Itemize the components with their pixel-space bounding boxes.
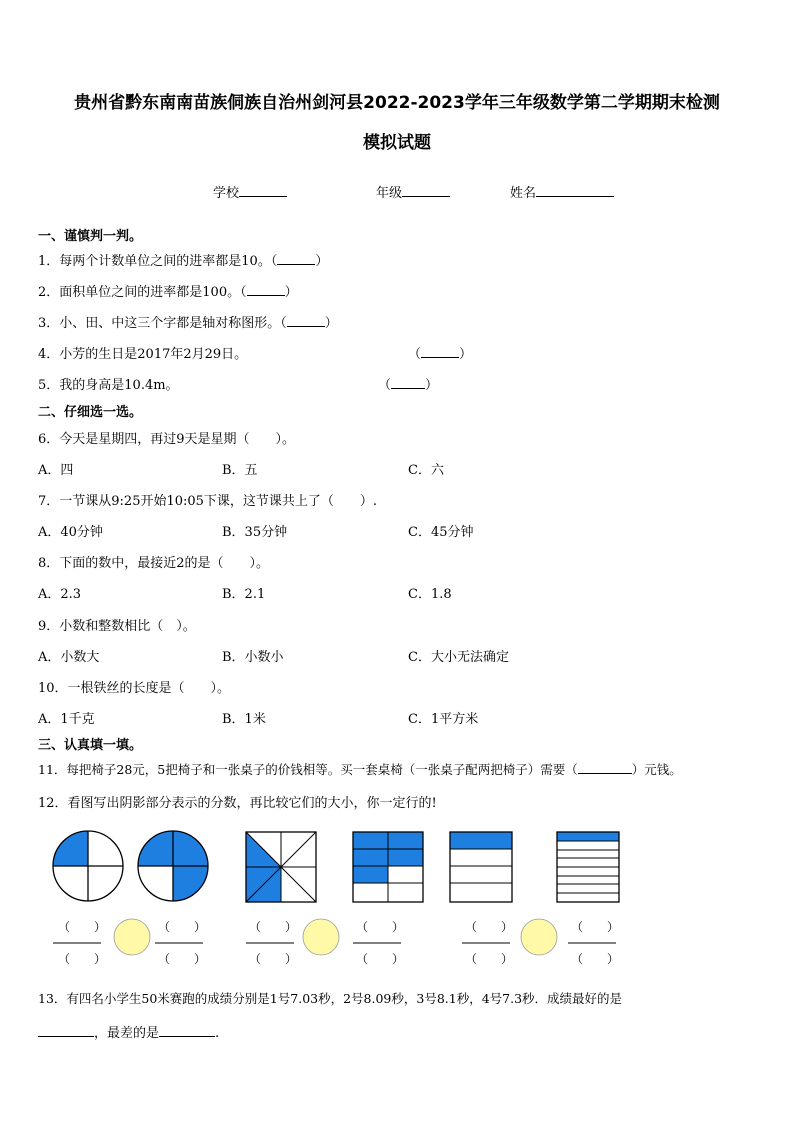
answer-paren-5 <box>378 374 438 393</box>
answer-blank-4[interactable] <box>421 345 459 358</box>
question-2-text: 2．面积单位之间的进率都是100。（ <box>38 285 247 300</box>
option-q9-b[interactable]: B．小数小 <box>222 650 284 665</box>
question-6: 6．今天是星期四，再过9天是星期（ ）。 <box>38 432 296 447</box>
answer-blank-5[interactable] <box>391 376 425 389</box>
paren-close: ） <box>315 254 329 269</box>
numerator-blank-2[interactable]: （ ） <box>158 920 207 934</box>
option-q10-c[interactable]: C．1平方米 <box>408 712 479 727</box>
question-5 <box>38 374 179 393</box>
option-q9-a[interactable]: A．小数大 <box>38 650 100 665</box>
answer-blank-1[interactable] <box>277 252 315 265</box>
question-10: 10．一根铁丝的长度是（ ）。 <box>38 681 231 696</box>
question-3-text: 3．小、田、中这三个字都是轴对称图形。（ <box>38 316 287 331</box>
grade-label: 年级 <box>376 186 403 201</box>
numerator-blank-1[interactable]: （ ） <box>58 920 107 934</box>
option-q9-c[interactable]: C．大小无法确定 <box>408 650 509 665</box>
option-q8-b[interactable]: B．2.1 <box>222 587 266 602</box>
option-q6-a[interactable]: A．四 <box>38 463 74 478</box>
question-2 <box>38 281 298 300</box>
question-12: 12．看图写出阴影部分表示的分数，再比较它们的大小，你一定行的! <box>38 796 437 811</box>
numerator-blank-3[interactable]: （ ） <box>249 920 298 934</box>
grade-field[interactable] <box>376 182 450 201</box>
paren-close: ） <box>425 378 439 393</box>
square-figure-diagonal <box>246 832 316 902</box>
option-q6-c[interactable]: C．六 <box>408 463 444 478</box>
option-q7-a[interactable]: A．40分钟 <box>38 525 103 540</box>
section-3-heading: 三、认真填一填。 <box>38 738 143 753</box>
numerator-blank-5[interactable]: （ ） <box>465 920 514 934</box>
question-13-line1: 13．有四名小学生50米赛跑的成绩分别是1号7.03秒，2号8.09秒，3号8.1秒，4号7.3秒．成绩最好的是 <box>38 991 623 1006</box>
school-blank[interactable] <box>239 184 287 197</box>
option-q10-a[interactable]: A．1千克 <box>38 712 95 727</box>
compare-circle-1[interactable] <box>114 919 150 955</box>
paren-close: ） <box>459 347 473 362</box>
page-title-line2: 模拟试题 <box>363 133 431 153</box>
denominator-blank-6[interactable]: （ ） <box>571 952 620 966</box>
compare-circle-3[interactable] <box>521 919 557 955</box>
option-q8-c[interactable]: C．1.8 <box>408 587 452 602</box>
denominator-blank-1[interactable]: （ ） <box>58 952 107 966</box>
grade-blank[interactable] <box>402 184 450 197</box>
question-5-text: 5．我的身高是10.4m。 <box>38 378 179 393</box>
denominator-blank-2[interactable]: （ ） <box>158 952 207 966</box>
question-11-text: 11．每把椅子28元，5把椅子和一张桌子的价钱相等。买一套桌椅（一张桌子配两把椅子）需要（ <box>38 762 578 777</box>
answer-blank-11[interactable] <box>578 761 632 774</box>
question-1-text: 1．每两个计数单位之间的进率都是10。（ <box>38 254 278 269</box>
paren-open: （ <box>408 347 422 362</box>
option-q7-b[interactable]: B．35分钟 <box>222 525 288 540</box>
question-13-line2 <box>38 1022 219 1041</box>
grid-figure <box>353 832 423 902</box>
page-title-line1: 贵州省黔东南南苗族侗族自治州剑河县2022-2023学年三年级数学第二学期期末检测 <box>74 93 720 113</box>
question-4 <box>38 343 247 362</box>
section-2-heading: 二、仔细选一选。 <box>38 405 143 420</box>
circle-figure-2 <box>138 831 208 901</box>
option-q6-b[interactable]: B．五 <box>222 463 258 478</box>
question-13-mid: ，最差的是 <box>94 1026 160 1041</box>
circle-figure-1 <box>53 831 123 901</box>
answer-paren-4 <box>408 343 472 362</box>
section-1-heading: 一、谨慎判一判。 <box>38 229 143 244</box>
question-8: 8．下面的数中，最接近2的是（ ）。 <box>38 556 270 571</box>
denominator-blank-4[interactable]: （ ） <box>356 952 405 966</box>
answer-blank-13-worst[interactable] <box>159 1024 215 1037</box>
option-q8-a[interactable]: A．2.3 <box>38 587 82 602</box>
denominator-blank-5[interactable]: （ ） <box>465 952 514 966</box>
paren-close: ） <box>284 285 298 300</box>
question-4-text: 4．小芳的生日是2017年2月29日。 <box>38 347 248 362</box>
compare-circle-2[interactable] <box>303 919 339 955</box>
answer-blank-3[interactable] <box>287 314 325 327</box>
question-11 <box>38 760 682 778</box>
paren-close: ） <box>324 316 338 331</box>
name-field[interactable] <box>510 182 614 201</box>
answer-blank-2[interactable] <box>247 283 285 296</box>
option-q10-b[interactable]: B．1米 <box>222 712 266 727</box>
question-13-end: . <box>215 1026 220 1041</box>
denominator-blank-3[interactable]: （ ） <box>249 952 298 966</box>
name-blank[interactable] <box>536 184 614 197</box>
question-7: 7．一节课从9:25开始10:05下课，这节课共上了（ ）. <box>38 494 378 509</box>
numerator-blank-6[interactable]: （ ） <box>571 920 620 934</box>
school-field[interactable] <box>213 182 287 201</box>
question-11-end: ）元钱。 <box>631 762 682 777</box>
question-1 <box>38 250 328 269</box>
paren-open: （ <box>378 378 392 393</box>
numerator-blank-4[interactable]: （ ） <box>356 920 405 934</box>
school-label: 学校 <box>213 186 240 201</box>
question-3 <box>38 312 338 331</box>
name-label: 姓名 <box>510 186 537 201</box>
question-9: 9．小数和整数相比（ ）。 <box>38 619 196 634</box>
strip-figure-eighths <box>557 832 619 902</box>
option-q7-c[interactable]: C．45分钟 <box>408 525 474 540</box>
strip-figure-quarters <box>450 832 512 902</box>
answer-blank-13-best[interactable] <box>38 1024 94 1037</box>
